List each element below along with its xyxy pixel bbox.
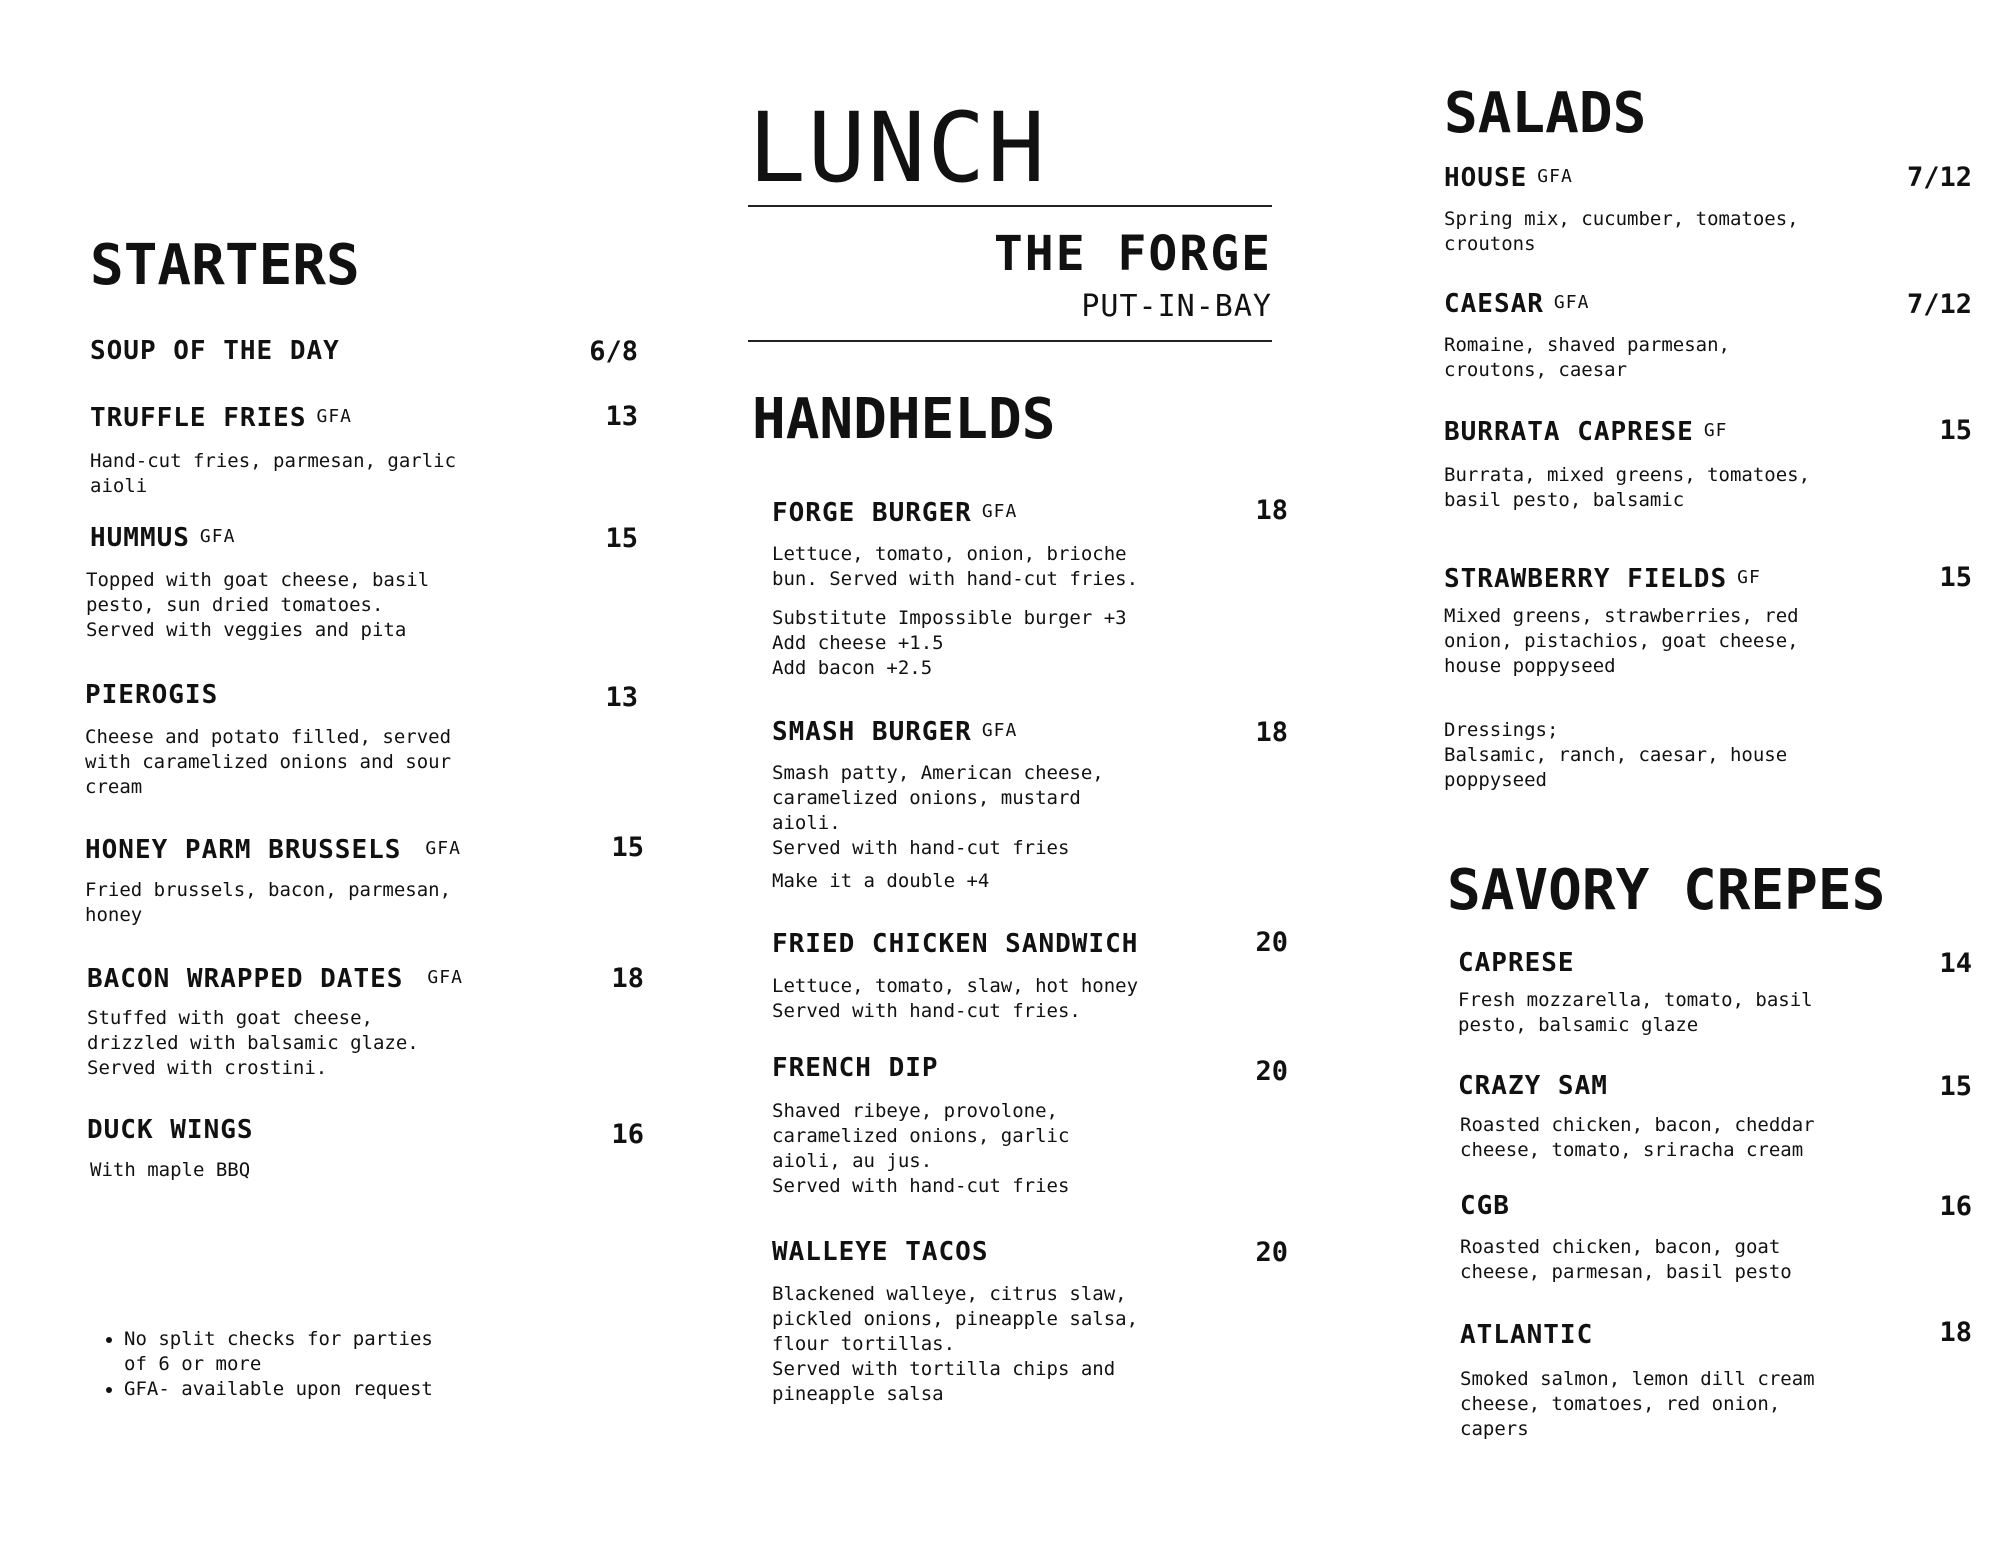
- menu-item-name: FRENCH DIP: [772, 1053, 939, 1083]
- menu-item-name: TRUFFLE FRIES GFA: [90, 403, 353, 433]
- menu-item-name: CRAZY SAM: [1458, 1071, 1608, 1101]
- menu-item-name: CAPRESE: [1458, 948, 1575, 978]
- menu-item-price: 18: [1255, 717, 1288, 748]
- dressings-note: Dressings; Balsamic, ranch, caesar, house poppyseed: [1444, 719, 1788, 791]
- menu-item-name: HONEY PARM BRUSSELS GFA: [85, 835, 461, 865]
- menu-item-description: With maple BBQ: [90, 1159, 251, 1181]
- gfa-tag: GFA: [1537, 166, 1573, 187]
- menu-item-price: 20: [1255, 927, 1288, 958]
- salads-heading: SALADS: [1444, 81, 1647, 146]
- menu-item-price: 18: [1255, 495, 1288, 526]
- menu-item-price: 14: [1939, 948, 1972, 979]
- menu-item-extras: Make it a double +4: [772, 870, 990, 892]
- menu-item-price: 18: [611, 963, 644, 994]
- menu-item-name: HOUSE GFA: [1444, 163, 1573, 193]
- menu-item-description: Cheese and potato filled, served with caramelized onions and sour cream: [85, 726, 452, 798]
- note-item: • GFA- available upon request: [124, 1377, 456, 1402]
- gfa-tag: GFA: [981, 720, 1018, 741]
- menu-item-description: Hand-cut fries, parmesan, garlic aioli: [90, 450, 457, 497]
- menu-item-name: BURRATA CAPRESE GF: [1444, 417, 1728, 447]
- menu-item-description: Fried brussels, bacon, parmesan, honey: [85, 879, 452, 926]
- menu-item-price: 15: [1939, 1071, 1972, 1102]
- handhelds-heading: HANDHELDS: [752, 387, 1056, 452]
- menu-item-description: Stuffed with goat cheese, drizzled with balsamic glaze. Served with crostini.: [87, 1007, 419, 1079]
- menu-item-price: 7/12: [1906, 289, 1972, 320]
- menu-item-price: 16: [1939, 1191, 1972, 1222]
- starters-heading: STARTERS: [90, 233, 360, 298]
- menu-item-description: Burrata, mixed greens, tomatoes, basil pesto, balsamic: [1444, 464, 1811, 511]
- menu-item-name: WALLEYE TACOS: [772, 1237, 989, 1267]
- menu-item-price: 13: [605, 401, 638, 432]
- menu-item-price: 15: [605, 523, 638, 554]
- savory-crepes-heading: SAVORY CREPES: [1447, 858, 1886, 923]
- restaurant-location: PUT-IN-BAY: [1081, 289, 1272, 324]
- menu-item-name: FRIED CHICKEN SANDWICH: [772, 929, 1139, 959]
- menu-item-name: CGB: [1460, 1191, 1510, 1221]
- menu-item-name: CAESAR GFA: [1444, 289, 1590, 319]
- menu-item-name: STRAWBERRY FIELDS GF: [1444, 564, 1761, 594]
- menu-item-price: 13: [605, 682, 638, 713]
- gfa-tag: GFA: [316, 406, 353, 427]
- menu-item-extras: Substitute Impossible burger +3 Add cheese +1.5 Add bacon +2.5: [772, 607, 1127, 679]
- menu-item-description: Spring mix, cucumber, tomatoes, croutons: [1444, 208, 1799, 255]
- menu-item-description: Roasted chicken, bacon, goat cheese, parmesan, basil pesto: [1460, 1236, 1792, 1283]
- gfa-tag: GFA: [199, 526, 236, 547]
- menu-item-description: Fresh mozzarella, tomato, basil pesto, balsamic glaze: [1458, 989, 1813, 1036]
- menu-item-description: Lettuce, tomato, slaw, hot honey Served with hand-cut fries.: [772, 975, 1139, 1022]
- gfa-tag: GFA: [425, 838, 461, 859]
- menu-item-name: FORGE BURGER GFA: [772, 498, 1018, 528]
- menu-item-name: DUCK WINGS: [87, 1115, 254, 1145]
- divider: [748, 340, 1272, 342]
- menu-item-name: PIEROGIS: [85, 680, 219, 710]
- menu-item-name: SOUP OF THE DAY: [90, 336, 340, 366]
- menu-item-price: 15: [611, 832, 644, 863]
- gf-tag: GF: [1737, 567, 1761, 588]
- menu-item-description: Roasted chicken, bacon, cheddar cheese, tomato, sriracha cream: [1460, 1114, 1815, 1161]
- menu-item-description: Shaved ribeye, provolone, caramelized onions, garlic aioli, au jus. Served with hand-cut fries: [772, 1100, 1070, 1197]
- menu-item-price: 15: [1939, 415, 1972, 446]
- gfa-tag: GFA: [1553, 292, 1590, 313]
- gf-tag: GF: [1703, 420, 1728, 441]
- menu-title: LUNCH: [748, 92, 1047, 204]
- menu-item-price: 6/8: [589, 336, 638, 367]
- menu-item-name: HUMMUS GFA: [90, 523, 236, 553]
- menu-notes: [96, 1327, 456, 1402]
- menu-item-name: SMASH BURGER GFA: [772, 717, 1018, 747]
- menu-item-description: Smoked salmon, lemon dill cream cheese, tomatoes, red onion, capers: [1460, 1368, 1815, 1440]
- menu-item-price: 18: [1939, 1317, 1972, 1348]
- menu-item-name: BACON WRAPPED DATES GFA: [87, 964, 463, 994]
- menu-item-description: Mixed greens, strawberries, red onion, pistachios, goat cheese, house poppyseed: [1444, 605, 1799, 677]
- menu-item-description: Smash patty, American cheese, caramelized onions, mustard aioli. Served with hand-cut fries: [772, 762, 1104, 859]
- menu-item-price: 16: [611, 1119, 644, 1150]
- restaurant-name: THE FORGE: [993, 226, 1272, 282]
- menu-item-price: 20: [1255, 1237, 1288, 1268]
- menu-item-price: 7/12: [1906, 162, 1972, 193]
- menu-item-description: Romaine, shaved parmesan, croutons, caesar: [1444, 334, 1730, 381]
- divider: [748, 205, 1272, 207]
- menu-item-description: Lettuce, tomato, onion, brioche bun. Served with hand-cut fries.: [772, 543, 1139, 590]
- note-item: • No split checks for parties of 6 or more: [124, 1327, 456, 1377]
- menu-item-name: ATLANTIC: [1460, 1320, 1594, 1350]
- gfa-tag: GFA: [427, 967, 463, 988]
- menu-item-description: Blackened walleye, citrus slaw, pickled onions, pineapple salsa, flour tortillas. Served with tortilla chips and pineapple salsa: [772, 1283, 1139, 1405]
- gfa-tag: GFA: [981, 501, 1018, 522]
- menu-item-price: 20: [1255, 1056, 1288, 1087]
- menu-item-description: Topped with goat cheese, basil pesto, sun dried tomatoes. Served with veggies and pita: [86, 569, 430, 641]
- menu-item-price: 15: [1939, 562, 1972, 593]
